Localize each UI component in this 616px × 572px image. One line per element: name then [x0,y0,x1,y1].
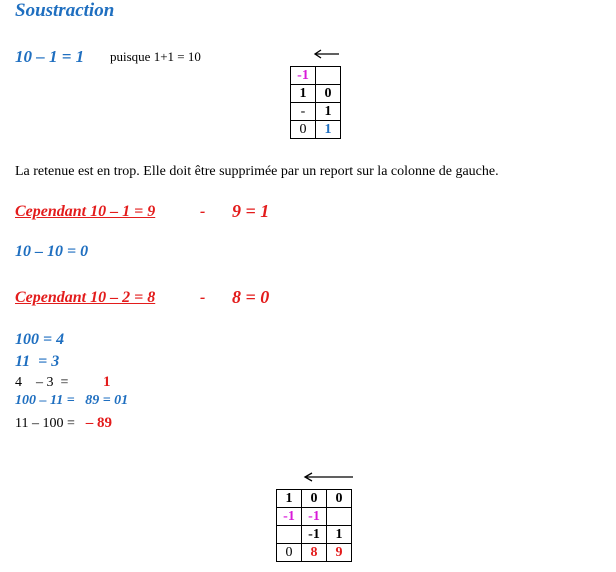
cependant-result-1: 9 = 1 [232,201,270,221]
equation-note: puisque 1+1 = 10 [110,49,201,64]
line-4-minus-3-result: 1 [103,374,111,390]
table-cell: 1 [316,121,341,139]
table-cell: 0 [302,490,327,508]
table-cell [277,526,302,544]
table-cell: -1 [291,67,316,85]
page-title: Soustraction [15,0,115,21]
equation-10-minus-1: 10 – 1 = 1 [15,47,85,66]
table-cell: -1 [277,508,302,526]
table-row [291,103,341,121]
cependant-result-2: 8 = 0 [232,287,270,307]
table-cell: - [291,103,316,121]
equation-10-minus-10: 10 – 10 = 0 [15,243,89,260]
left-arrow-icon [312,47,340,61]
table-cell: 1 [316,103,341,121]
table-row [277,526,352,544]
table-cell: -1 [302,526,327,544]
explanation-paragraph: La retenue est en trop. Elle doit être supprimée par un report sur la colonne de gauche. [15,164,499,179]
line-4-minus-3: 4 – 3 = [15,375,69,390]
line-11-minus-100: 11 – 100 = [15,416,75,431]
cependant-line-2: Cependant 10 – 2 = 8 [15,289,156,306]
equation-100-eq-4: 100 = 4 [15,331,65,348]
table-cell: 0 [316,85,341,103]
table-cell: 1 [327,526,352,544]
table-row [291,85,341,103]
left-arrow-icon [302,470,354,484]
equation-11-eq-3: 11 = 3 [15,353,60,370]
table-row [277,508,352,526]
table-cell: 1 [291,85,316,103]
table-cell: 1 [277,490,302,508]
table-cell: 0 [327,490,352,508]
table-cell [327,508,352,526]
table-row [277,490,352,508]
equation-100-minus-11: 100 – 11 = 89 = 01 [15,393,129,408]
table-cell: 8 [302,544,327,562]
dash-1: - [200,203,206,220]
table-cell: 9 [327,544,352,562]
table-cell: -1 [302,508,327,526]
table-row [291,121,341,139]
table-row [291,67,341,85]
table-cell: 0 [277,544,302,562]
table-row [277,544,352,562]
table-cell [316,67,341,85]
dash-2: - [200,289,206,306]
subtraction-table-1 [290,66,341,139]
line-11-minus-100-result: – 89 [82,415,112,431]
cependant-line-1: Cependant 10 – 1 = 9 [15,203,156,220]
subtraction-table-2 [276,489,352,562]
table-cell: 0 [291,121,316,139]
